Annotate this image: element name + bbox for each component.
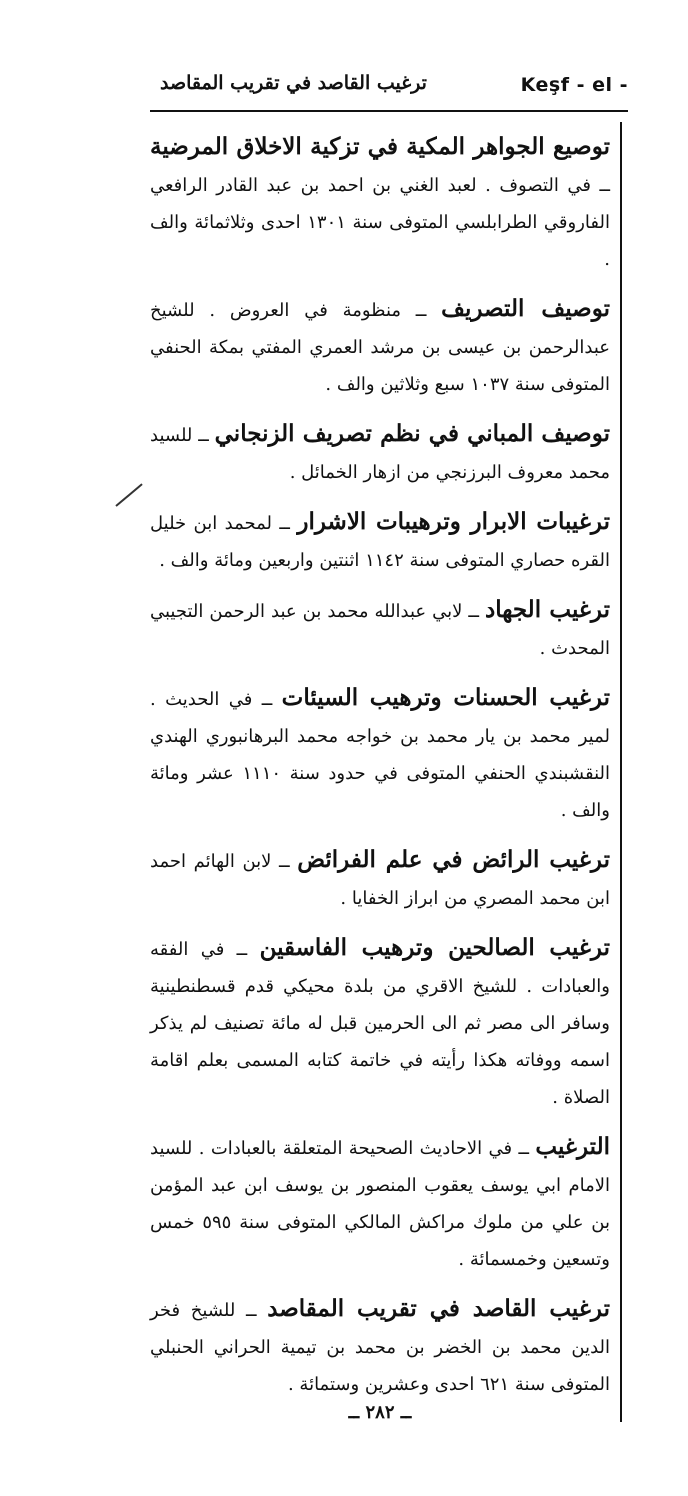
entry (150, 503, 610, 579)
entry-body: ــ لمحمد ابن خليل القره حصاري المتوفى سنة ١١٤٢ اثنتين واربعين ومائة والف . (150, 513, 610, 571)
entry (150, 415, 610, 491)
entry-title: ترغيب الرائض في علم الفرائض (297, 846, 610, 873)
entry-title: توصيف المباني في نظم تصريف الزنجاني (214, 420, 610, 447)
entry (150, 591, 610, 667)
entry-title: الترغيب (535, 1133, 610, 1160)
entry-body: ــ في الفقه والعبادات . للشيخ الاقري من بلدة محيكي قدم قسطنطينية وسافر الى مصر ثم الى الحرمين قبل له مائة تصنيف لم يذكر اسمه ووفاته هكذا رأيته في خاتمة كتابه المسمى بعلم اقامة الصلاة . (150, 939, 610, 1108)
header-divider (150, 110, 628, 112)
entry-title: توصيع الجواهر المكية في تزكية الاخلاق المرضية (150, 133, 610, 160)
entries-column (150, 128, 610, 1415)
entry-title: توصيف التصريف (441, 295, 610, 322)
right-margin-rule (620, 122, 622, 1422)
running-header (150, 72, 628, 106)
entry-body: ــ في الحديث . لمير محمد بن يار محمد بن خواجه محمد البرهانبوري الهندي النقشبندي الحنفي المتوفى في حدود سنة ١١١٠ عشر ومائة والف . (150, 689, 610, 821)
entry (150, 128, 610, 278)
entry (150, 679, 610, 829)
entry-body: ــ لابي عبدالله محمد بن عبد الرحمن التجيبي المحدث . (150, 601, 610, 659)
entry (150, 290, 610, 403)
header-latin-title: Keşf - el - (520, 74, 628, 96)
entry-title: ترغيب الجهاد (484, 596, 611, 623)
entry-body: ــ لابن الهائم احمد ابن محمد المصري من ابراز الخفايا . (150, 851, 610, 909)
entry (150, 841, 610, 917)
entry-body: ــ للشيخ فخر الدين محمد بن الخضر بن محمد بن تيمية الحراني الحنبلي المتوفى سنة ٦٢١ احدى وعشرين وستمائة . (150, 1300, 610, 1395)
entry-title: ترغيب الصالحين وترهيب الفاسقين (259, 934, 610, 961)
entry-title: ترغيبات الابرار وترهيبات الاشرار (297, 508, 610, 535)
entry-title: ترغيب القاصد في تقريب المقاصد (267, 1295, 610, 1322)
entry (150, 1128, 610, 1278)
entry-title: ترغيب الحسنات وترهيب السيئات (281, 684, 611, 711)
entry-body: ــ في الاحاديث الصحيحة المتعلقة بالعبادات . للسيد الامام ابي يوسف يعقوب المنصور بن يوسف ابن عبد المؤمن بن علي من ملوك مراكش المالكي المتوفى سنة ٥٩٥ خمس وتسعين وخمسمائة . (150, 1138, 610, 1270)
pencil-margin-mark (115, 483, 142, 506)
header-arabic-title: ترغيب القاصد في تقريب المقاصد (160, 72, 427, 94)
page-number: ــ ٢٨٢ ــ (348, 1402, 412, 1423)
entry-body: ــ للسيد محمد معروف البرزنجي من ازهار الخمائل . (150, 425, 610, 483)
entry-body: ــ في التصوف . لعبد الغني بن احمد بن عبد القادر الرافعي الفاروقي الطرابلسي المتوفى سنة ١٣٠١ احدى وثلاثمائة والف . (150, 175, 610, 270)
entry (150, 1290, 610, 1403)
entry (150, 929, 610, 1116)
entry-body: ــ منظومة في العروض . للشيخ عبدالرحمن بن عيسى بن مرشد العمري المفتي بمكة الحنفي المتوفى سنة ١٠٣٧ سبع وثلاثين والف . (150, 300, 610, 395)
